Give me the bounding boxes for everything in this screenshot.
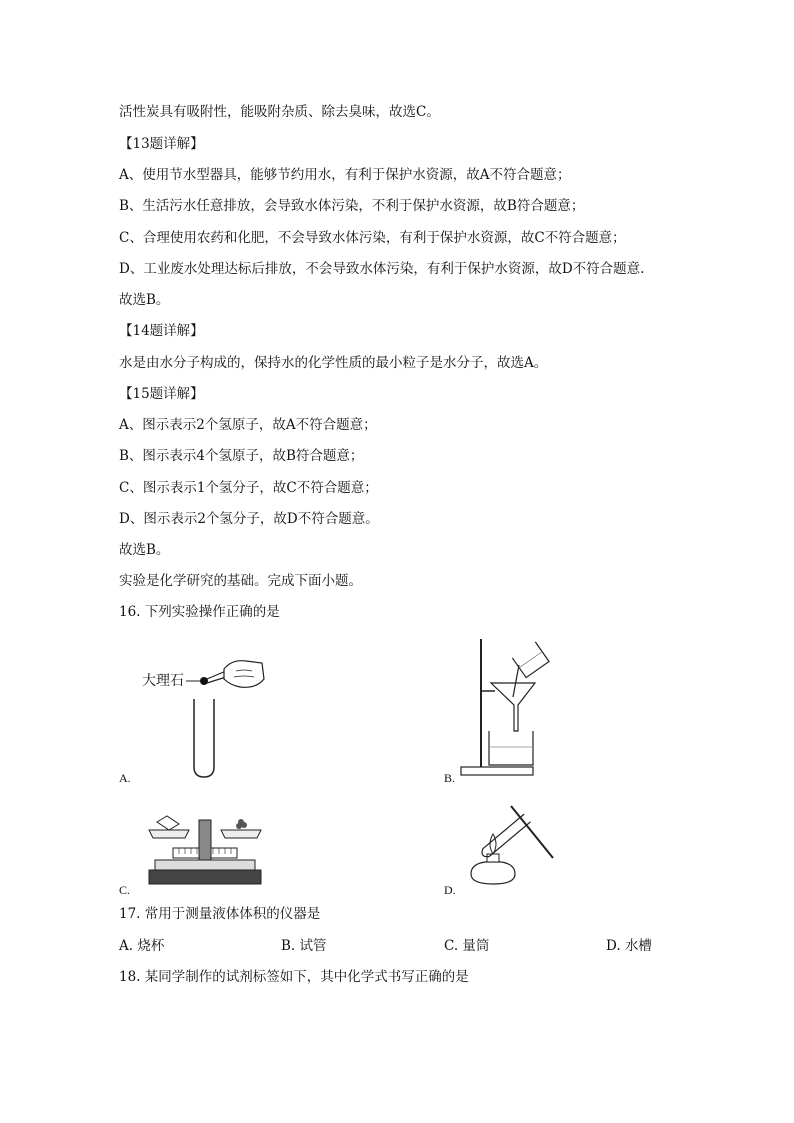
text-line-1: 活性炭具有吸附性，能吸附杂质、除去臭味，故选C。 xyxy=(119,104,440,120)
text-line-13c: C、合理使用农药和化肥，不会导致水体污染，有利于保护水资源，故C不符合题意； xyxy=(119,230,626,246)
text-line-15a: A、图示表示2个氢原子，故A不符合题意； xyxy=(119,417,377,433)
text-line-15d: D、图示表示2个氢分子，故D不符合题意。 xyxy=(119,511,379,527)
section-heading-13: 【13题详解】 xyxy=(119,136,204,152)
figure-a-marble-test-tube xyxy=(140,655,280,780)
question-18-stem: 18. 某同学制作的试剂标签如下，其中化学式书写正确的是 xyxy=(119,969,469,985)
marble-label: 大理石 xyxy=(142,673,184,689)
section-heading-14: 【14题详解】 xyxy=(119,323,204,339)
text-line-15c: C、图示表示1个氢分子，故C不符合题意； xyxy=(119,480,378,496)
text-line-13d: D、工业废水处理达标后排放，不会导致水体污染，有利于保护水资源，故D不符合题意. xyxy=(119,261,645,277)
question-16-stem: 16. 下列实验操作正确的是 xyxy=(119,604,280,620)
text-line-13-answer: 故选B。 xyxy=(119,292,170,308)
text-line-15b: B、图示表示4个氢原子，故B符合题意； xyxy=(119,448,364,464)
q17-option-d: D. 水槽 xyxy=(606,938,652,954)
q17-option-b: B. 试管 xyxy=(281,938,327,954)
text-line-15-answer: 故选B。 xyxy=(119,542,170,558)
question-17-stem: 17. 常用于测量液体体积的仪器是 xyxy=(119,906,321,922)
figure-c-balance xyxy=(145,808,265,888)
q17-option-a: A. 烧杯 xyxy=(119,938,165,954)
section-heading-15: 【15题详解】 xyxy=(119,386,204,402)
figure-c-label: C. xyxy=(119,883,131,897)
text-line-13a: A、使用节水型器具，能够节约用水，有利于保护水资源，故A不符合题意； xyxy=(119,167,571,183)
text-line-14: 水是由水分子构成的，保持水的化学性质的最小粒子是水分子，故选A。 xyxy=(119,355,548,371)
figure-d-label: D. xyxy=(444,883,456,897)
figure-a-label: A. xyxy=(119,771,131,785)
q17-option-c: C. 量筒 xyxy=(444,938,490,954)
figure-b-filtration xyxy=(455,635,565,780)
figure-b-label: B. xyxy=(444,771,456,785)
text-line-13b: B、生活污水任意排放，会导致水体污染，不利于保护水资源，故B符合题意； xyxy=(119,198,585,214)
figure-d-heating xyxy=(465,798,565,893)
text-line-intro: 实验是化学研究的基础。完成下面小题。 xyxy=(119,573,362,589)
